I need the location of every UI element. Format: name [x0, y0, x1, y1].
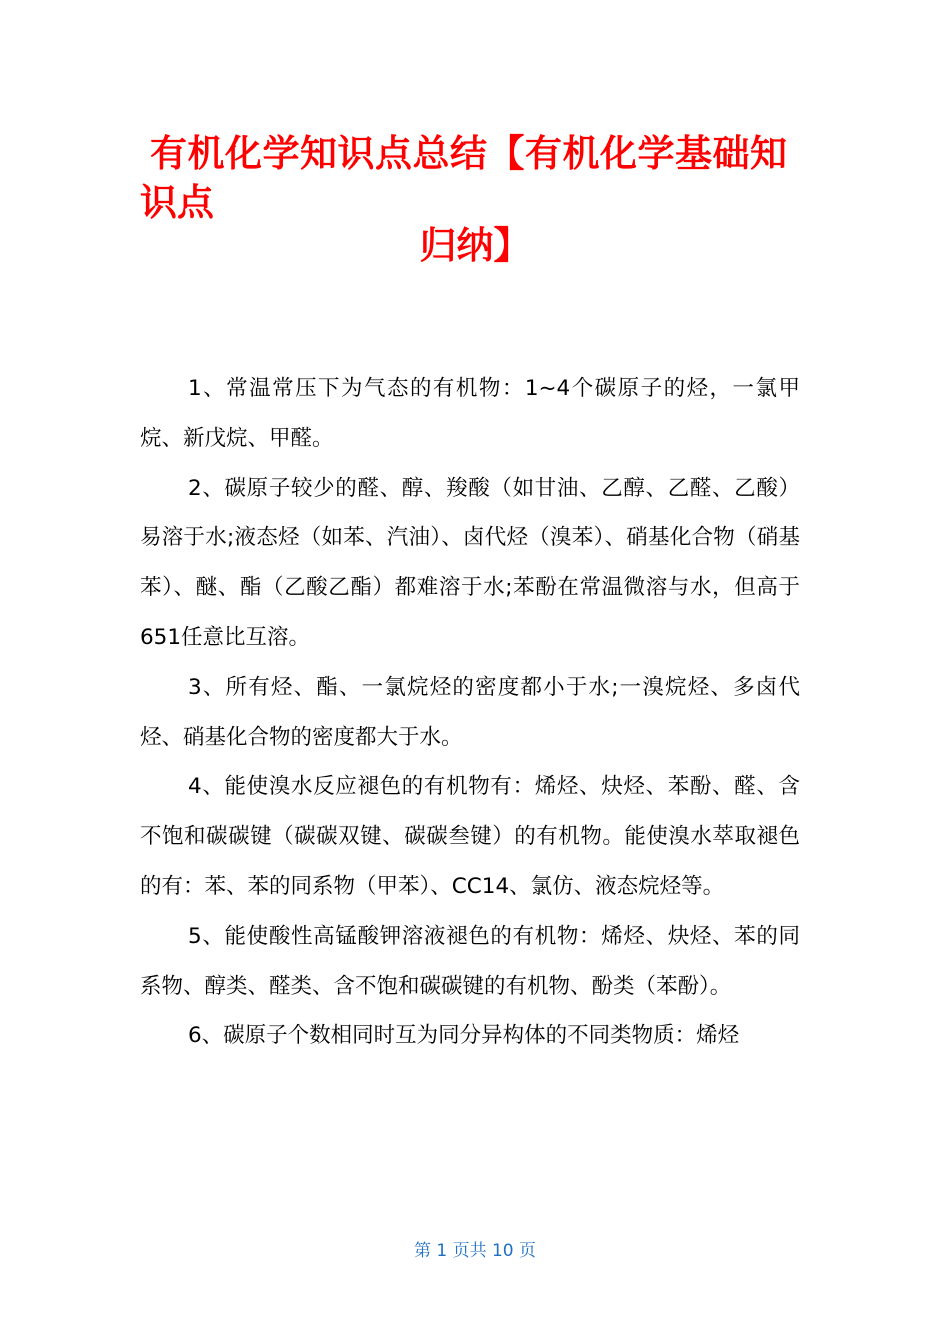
paragraph-6: 6、碳原子个数相同时互为同分异构体的不同类物质：烯烃	[188, 1023, 740, 1049]
paragraph-4: 4、能使溴水反应褪色的有机物有：烯烃、炔烃、苯酚、醛、含不饱和碳碳键（碳碳双键、碳碳叁键）的有机物。能使溴水萃取褪色的有：苯、苯的同系物（甲苯）、CC14、氯仿、液态烷烃等。	[140, 774, 800, 899]
paragraph-5: 5、能使酸性高锰酸钾溶液褪色的有机物：烯烃、炔烃、苯的同系物、醇类、醛类、含不饱和碳碳键的有机物、酚类（苯酚）。	[140, 923, 800, 999]
paragraph-3: 3、所有烃、酯、一氯烷烃的密度都小于水;一溴烷烃、多卤代烃、硝基化合物的密度都大于水。	[140, 674, 800, 750]
document-body	[140, 364, 800, 1061]
document-title-line-2: 识点	[140, 181, 214, 224]
paragraph-2: 2、碳原子较少的醛、醇、羧酸（如甘油、乙醇、乙醛、乙酸）易溶于水;液态烃（如苯、汽油）、卤代烃（溴苯）、硝基化合物（硝基苯）、醚、酯（乙酸乙酯）都难溶于水;苯酚在常温微溶与水，但高于651任意比互溶。	[140, 475, 800, 650]
page-footer: 第 1 页共 10 页	[413, 1241, 537, 1261]
document-title-line-3: 归纳】	[419, 224, 531, 267]
document-title-line-1: 有机化学知识点总结【有机化学基础知	[150, 132, 788, 175]
paragraph-1: 1、常温常压下为气态的有机物：1~4个碳原子的烃，一氯甲烷、新戊烷、甲醛。	[140, 376, 800, 451]
